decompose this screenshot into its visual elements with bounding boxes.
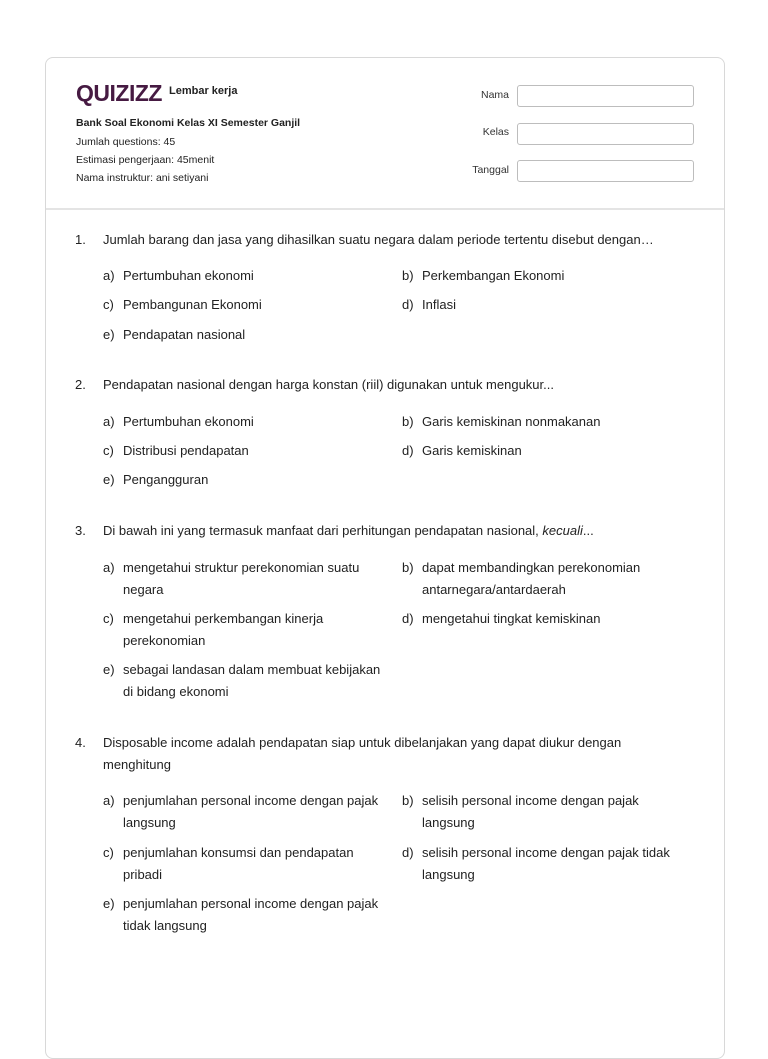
option-letter: b) (402, 793, 414, 808)
option-letter: b) (402, 268, 414, 283)
option-text: selisih personal income dengan pajak tidak langsung (422, 845, 670, 882)
question-text-main: Di bawah ini yang termasuk manfaat dari perhitungan pendapatan nasional, (103, 523, 543, 538)
option-text: penjumlahan personal income dengan pajak tidak langsung (123, 896, 379, 933)
option-text: Perkembangan Ekonomi (422, 268, 565, 283)
option-text: Pengangguran (123, 472, 209, 487)
option-text: Pertumbuhan ekonomi (123, 268, 254, 283)
question-text: Disposable income adalah pendapatan siap untuk dibelanjakan yang dapat diukur dengan menghitung (103, 735, 622, 772)
option-text: dapat membandingkan perekonomian antarnegara/antardaerah (422, 560, 641, 597)
question-number: 3. (75, 523, 86, 538)
option-text: mengetahui tingkat kemiskinan (422, 611, 601, 626)
option-letter: a) (103, 414, 115, 429)
date-label: Tanggal (472, 164, 509, 176)
option-letter: a) (103, 793, 115, 808)
option-letter: c) (103, 611, 114, 626)
name-label: Nama (480, 89, 509, 101)
question-text: Jumlah barang dan jasa yang dihasilkan suatu negara dalam periode tertentu disebut dengan… (103, 232, 654, 247)
option-text: Inflasi (422, 297, 456, 312)
option-letter: c) (103, 443, 114, 458)
class-field[interactable] (517, 123, 694, 145)
question-text: Pendapatan nasional dengan harga konstan (riil) digunakan untuk mengukur... (103, 377, 554, 392)
option-letter: d) (402, 297, 414, 312)
option-letter: e) (103, 327, 115, 342)
option-letter: d) (402, 845, 414, 860)
question-text-end: ... (582, 523, 594, 538)
quizizz-logo: QUIZIZZ (76, 80, 162, 106)
class-label: Kelas (482, 126, 509, 138)
option-text: mengetahui perkembangan kinerja perekonomian (123, 611, 324, 648)
option-text: selisih personal income dengan pajak langsung (422, 793, 639, 830)
option-text: penjumlahan personal income dengan pajak langsung (123, 793, 379, 830)
option-letter: c) (103, 297, 114, 312)
option-letter: a) (103, 268, 115, 283)
question-text-emphasis: kecuali (542, 523, 583, 538)
option-letter: e) (103, 896, 115, 911)
question-text (103, 520, 683, 542)
option-letter: d) (402, 611, 414, 626)
option-letter: b) (402, 414, 414, 429)
option-letter: e) (103, 662, 115, 677)
option-text: Garis kemiskinan nonmakanan (422, 414, 601, 429)
option-text: Pembangunan Ekonomi (123, 297, 262, 312)
question-number: 2. (75, 377, 86, 392)
option-letter: d) (402, 443, 414, 458)
option-letter: a) (103, 560, 115, 575)
option-text: Pendapatan nasional (123, 327, 246, 342)
option-text: sebagai landasan dalam membuat kebijakan di bidang ekonomi (123, 662, 381, 699)
questions-count: Jumlah questions: 45 (76, 136, 176, 148)
option-text: penjumlahan konsumsi dan pendapatan pribadi (123, 845, 354, 882)
worksheet-title: Bank Soal Ekonomi Kelas XI Semester Ganjil (76, 117, 301, 129)
time-estimate: Estimasi pengerjaan: 45menit (76, 154, 215, 166)
option-text: mengetahui struktur perekonomian suatu negara (123, 560, 360, 597)
date-field[interactable] (517, 160, 694, 182)
worksheet-type: Lembar kerja (169, 85, 238, 97)
name-field[interactable] (517, 85, 694, 107)
question-number: 1. (75, 232, 86, 247)
option-letter: e) (103, 472, 115, 487)
option-letter: b) (402, 560, 414, 575)
instructor-name: Nama instruktur: ani setiyani (76, 172, 209, 184)
option-text: Pertumbuhan ekonomi (123, 414, 254, 429)
question-number: 4. (75, 735, 86, 750)
worksheet-header (46, 58, 724, 210)
option-letter: c) (103, 845, 114, 860)
option-text: Distribusi pendapatan (123, 443, 249, 458)
option-text: Garis kemiskinan (422, 443, 522, 458)
